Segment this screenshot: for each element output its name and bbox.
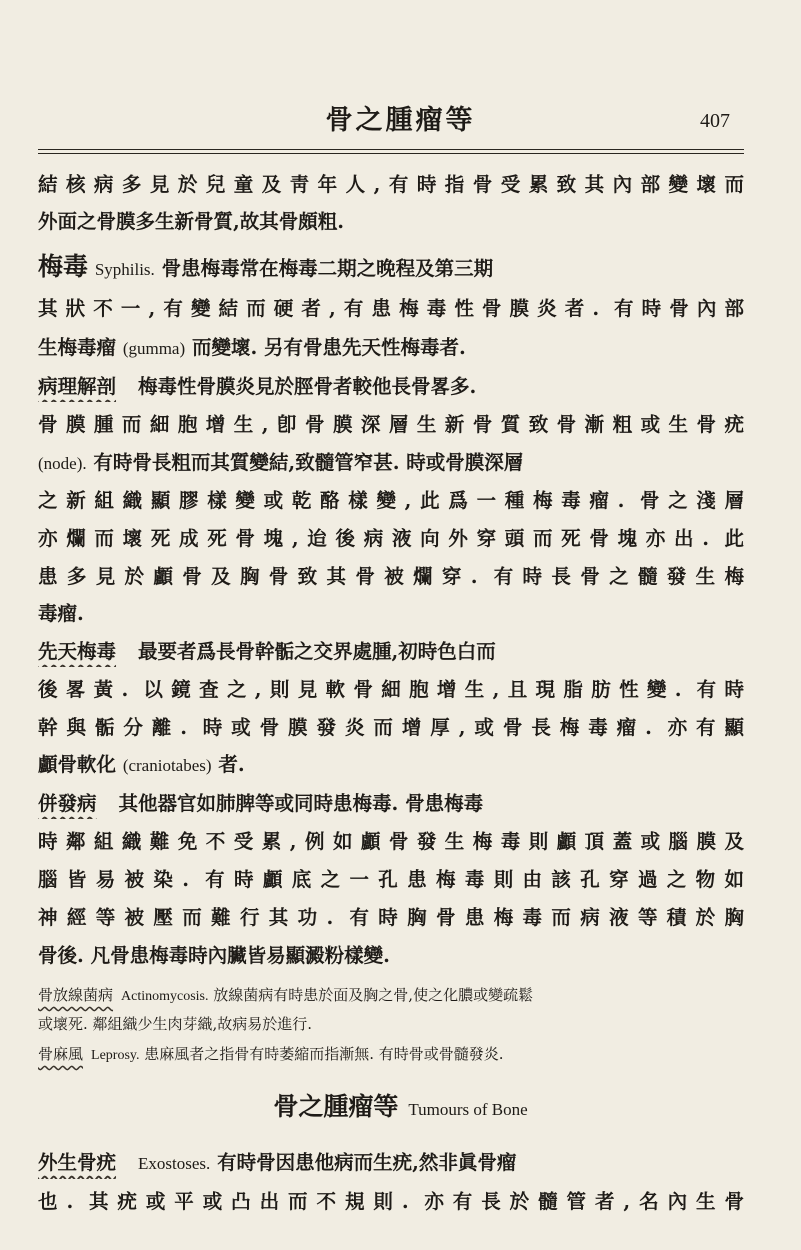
header-rule — [38, 149, 744, 150]
text-line: 也. 其疣或平或凸出而不規則. 亦有長於髓管者,名內生骨 — [38, 1190, 744, 1213]
heading-congenital-syphilis: 先天梅毒 — [38, 640, 117, 663]
text-line: 生梅毒瘤 (gumma) 而變壞. 另有骨患先天性梅毒者. — [38, 336, 466, 359]
text-line: 顱骨軟化 (craniotabes) 者. — [38, 753, 245, 776]
text-line: 幹與骺分離. 時或骨膜發炎而增厚,或骨長梅毒瘤. 亦有顯 — [38, 716, 744, 739]
text-line: 腦皆易被染. 有時顱底之一孔患梅毒則由該孔穿過之物如 — [38, 868, 744, 891]
text-line: 結核病多見於兒童及靑年人,有時指骨受累致其內部變壞而 — [38, 173, 744, 196]
complications-paragraph-line: 併發病 其他器官如肺脾等或同時患梅毒. 骨患梅毒 — [38, 789, 744, 819]
heading-pathology: 病理解剖 — [38, 375, 117, 398]
text-line: 後畧黃. 以鏡査之,則見軟骨細胞增生,且現脂肪性變. 有時 — [38, 678, 744, 701]
section-heading-syphilis: 梅毒 — [38, 252, 89, 281]
text-line: (node). 有時骨長粗而其質變結,致髓管窄甚. 時或骨膜深層 — [38, 451, 524, 474]
text-line: 神經等被壓而難行其功. 有時胸骨患梅毒而病液等積於胸 — [38, 906, 744, 929]
text-line: 患多見於顱骨及胸骨致其骨被爛穿. 有時長骨之髓發生梅 — [38, 565, 744, 588]
pathology-paragraph-line: 病理解剖 梅毒性骨膜炎見於脛骨者較他長骨畧多. — [38, 372, 744, 402]
syphilis-paragraph-line: 梅毒 Syphilis. 骨患梅毒常在梅毒二期之晚程及第三期 — [38, 252, 494, 281]
text-line: 毒瘤. — [38, 602, 84, 625]
leprosy-line: 骨麻風 Leprosy. 患麻風者之指骨有時萎縮而指漸無. 有時骨或骨髓發炎. — [38, 1039, 744, 1071]
text-line: 外面之骨膜多生新骨質,故其骨頗粗. — [38, 210, 345, 233]
actinomycosis-line: 骨放線菌病 Actinomycosis. 放線菌病有時患於面及胸之骨,使之化膿或變疏鬆 — [38, 980, 744, 1012]
text-line: 其狀不一,有變結而硬者,有患梅毒性骨膜炎者. 有時骨內部 — [38, 297, 744, 320]
text-line: 亦爛而壞死成死骨塊,迨後病液向外穿頭而死骨塊亦出. 此 — [38, 527, 744, 550]
heading-exostoses: 外生骨疣 — [38, 1151, 117, 1174]
heading-complications: 併發病 — [38, 792, 97, 815]
running-header-title: 骨之腫瘤等 — [325, 105, 476, 136]
text-line: 骨膜腫而細胞增生,卽骨膜深層生新骨質致骨漸粗或生骨疣 — [38, 413, 744, 436]
text-line: 時鄰組織難免不受累,例如顱骨發生梅毒則顱頂蓋或腦膜及 — [38, 830, 744, 853]
text-line: 之新組織顯膠樣變或乾酪樣變,此爲一種梅毒瘤. 骨之淺層 — [38, 489, 744, 512]
section-title-tumours: 骨之腫瘤等 Tumours of Bone — [273, 1092, 528, 1121]
text-line: 骨後. 凡骨患梅毒時內臟皆易顯澱粉樣變. — [38, 944, 390, 967]
heading-actinomycosis: 骨放線菌病 — [38, 986, 114, 1004]
congenital-paragraph-line: 先天梅毒 最要者爲長骨幹骺之交界處腫,初時色白而 — [38, 637, 744, 667]
heading-leprosy: 骨麻風 — [38, 1045, 84, 1063]
page-number: 407 — [700, 110, 730, 132]
text-line: 或壞死. 鄰組織少生肉芽織,故病易於進行. — [38, 1015, 313, 1033]
exostoses-line: 外生骨疣 Exostoses. 有時骨因患他病而生疣,然非眞骨瘤 — [38, 1148, 744, 1179]
header-rule-thin — [38, 153, 744, 154]
